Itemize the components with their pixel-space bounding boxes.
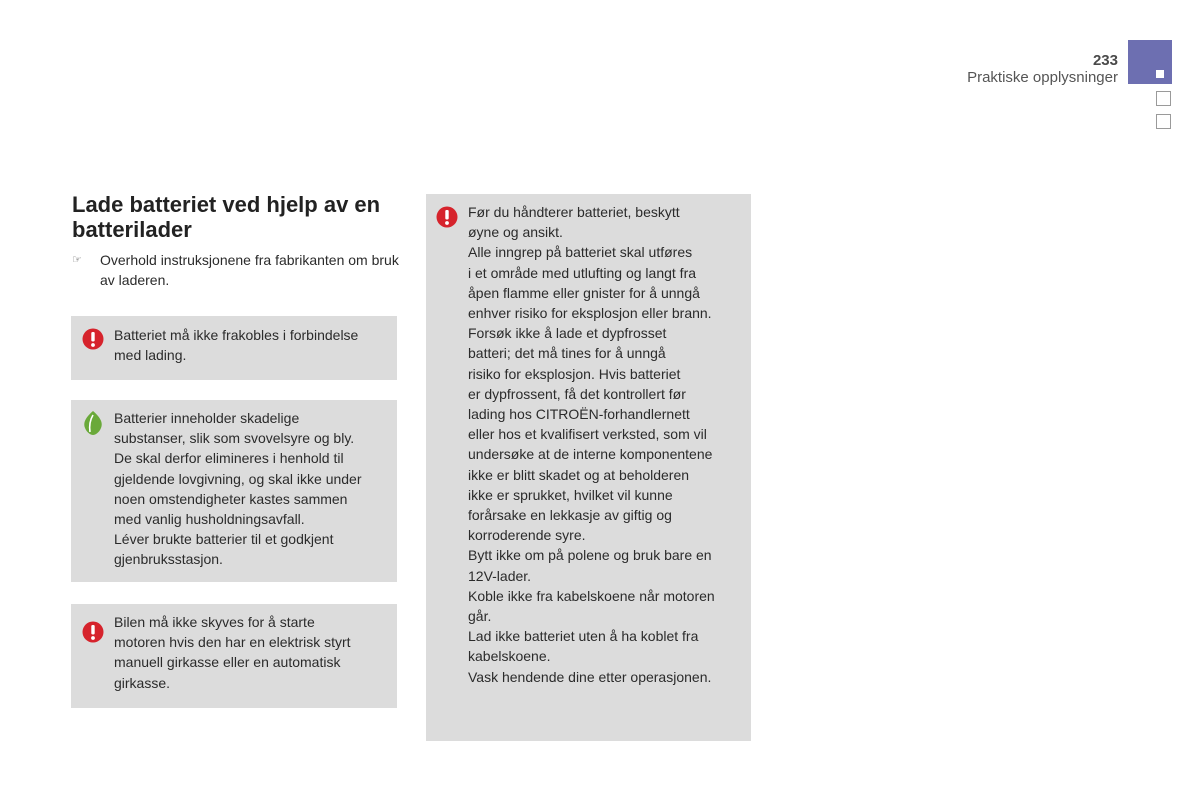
chapter-tab-marker <box>1156 70 1164 78</box>
chapter-tab-box <box>1156 91 1171 106</box>
bullet-text: Overhold instruksjonene fra fabrikanten om bruk av laderen. <box>100 252 399 288</box>
warning-note <box>71 316 397 380</box>
warning-icon <box>436 206 458 228</box>
warning-note <box>71 604 397 708</box>
page-title: Lade batteriet ved hjelp av en batterilader <box>72 192 381 242</box>
note-text: Batterier inneholder skadelige substanser, slik som svovelsyre og bly. De skal derfor elimineres i henhold til gjeldende lovgivning, og skal ikke under noen omstendigheter kastes sammen med vanlig husholdningsavfall. Léver brukte batterier til et godkjent gjenbruksstasjon. <box>114 410 362 568</box>
eco-leaf-icon <box>82 410 104 436</box>
note-text: Før du håndterer batteriet, beskytt øyne og ansikt. Alle inngrep på batteriet skal utføres i et område med utlufting og langt fra åpen flamme eller gnister for å unngå enhver risiko for eksplosjon eller brann. Forsøk ikke å lade et dypfrosset batteri; det må tines for å unngå risiko for eksplosjon. Hvis batteriet er dypfrossent, få det kontrollert før lading hos CITROËN-forhandlernett eller hos et kvalifisert verksted, som vil undersøke at de interne komponentene ikke er blitt skadet og at beholderen ikke er sprukket, hvilket vil kunne forårsake en lekkasje av giftig og korroderende syre. Bytt ikke om på polene og bruk bare en 12V-lader. Koble ikke fra kabelskoene når motoren går. Lad ikke batteriet uten å ha koblet fra kabelskoene. Vask hendende dine etter operasjonen. <box>468 204 715 685</box>
note-text: Batteriet må ikke frakobles i forbindelse med lading. <box>114 327 359 364</box>
environment-note <box>71 400 397 582</box>
warning-note <box>426 194 751 741</box>
warning-icon <box>82 328 104 350</box>
warning-icon <box>82 621 104 643</box>
pointing-hand-icon: ☞ <box>72 254 82 266</box>
page-number: 233 <box>1092 52 1118 69</box>
chapter-tab <box>1128 40 1172 84</box>
section-title: Praktiske opplysninger <box>967 69 1118 86</box>
instruction-bullet <box>72 250 402 290</box>
chapter-tab-box <box>1156 114 1171 129</box>
note-text: Bilen må ikke skyves for å starte motoren hvis den har en elektrisk styrt manuell girkasse eller en automatisk girkasse. <box>114 614 351 691</box>
